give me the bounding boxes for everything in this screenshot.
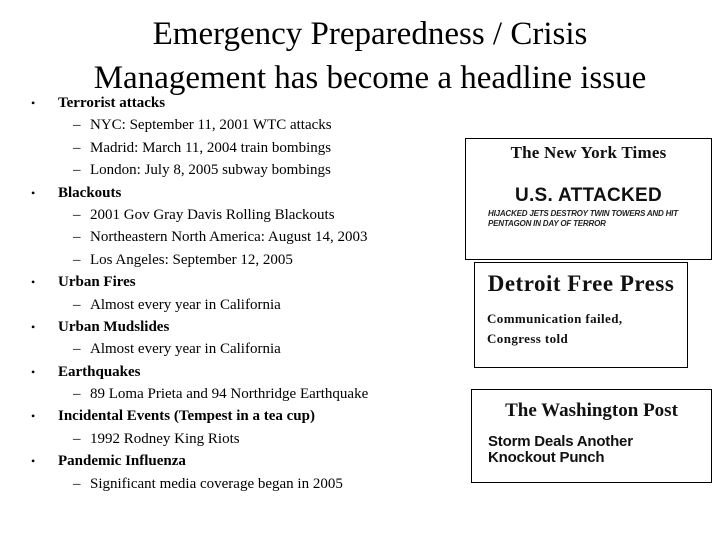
nyt-headline: U.S. ATTACKED bbox=[514, 185, 663, 206]
dash-marker: – bbox=[73, 117, 81, 134]
sub-item bbox=[25, 428, 455, 450]
bullet-marker: • bbox=[31, 185, 36, 200]
dash-marker: – bbox=[73, 475, 81, 492]
bullet-item bbox=[25, 316, 455, 338]
bullet-list bbox=[25, 92, 455, 495]
sub-item-text: Almost every year in California bbox=[90, 341, 281, 358]
washington-post-clipping bbox=[471, 389, 712, 483]
bullet-label-urban-fires: Urban Fires bbox=[58, 274, 136, 291]
sub-item-text: Almost every year in California bbox=[90, 296, 281, 313]
bullet-marker: • bbox=[31, 364, 36, 379]
bullet-label-blackouts: Blackouts bbox=[58, 184, 122, 201]
sub-item bbox=[25, 137, 455, 159]
slide-title-line-2: Management has become a headline issue bbox=[93, 60, 647, 96]
sub-item bbox=[25, 338, 455, 360]
bullet-marker: • bbox=[31, 409, 36, 424]
dash-marker: – bbox=[73, 341, 81, 358]
nyt-masthead: The New York Times bbox=[510, 143, 667, 162]
dfp-story-line-1: Communication failed, bbox=[487, 311, 623, 326]
wp-headline-line-1: Storm Deals Another bbox=[488, 433, 633, 450]
sub-item-text: 89 Loma Prieta and 94 Northridge Earthquake bbox=[90, 386, 369, 403]
slide-title-line-1: Emergency Preparedness / Crisis bbox=[152, 16, 588, 52]
dash-marker: – bbox=[73, 386, 81, 403]
sub-item bbox=[25, 226, 455, 248]
bullet-label-incidental-events: Incidental Events (Tempest in a tea cup) bbox=[58, 408, 315, 425]
sub-item-text: London: July 8, 2005 subway bombings bbox=[90, 162, 331, 179]
wp-headline bbox=[488, 434, 633, 466]
sub-item bbox=[25, 249, 455, 271]
wp-masthead: The Washington Post bbox=[505, 400, 678, 421]
slide-title bbox=[40, 12, 700, 100]
sub-item-text: Significant media coverage began in 2005 bbox=[90, 475, 343, 492]
bullet-label-earthquakes: Earthquakes bbox=[58, 363, 141, 380]
dfp-story-line-2: Congress told bbox=[487, 331, 569, 346]
wp-headline-line-2: Knockout Punch bbox=[488, 449, 605, 466]
bullet-item bbox=[25, 92, 455, 114]
sub-item bbox=[25, 383, 455, 405]
sub-item bbox=[25, 473, 455, 495]
dash-marker: – bbox=[73, 296, 81, 313]
nyt-clipping bbox=[465, 138, 712, 260]
bullet-marker: • bbox=[31, 96, 36, 110]
sub-item bbox=[25, 159, 455, 181]
dash-marker: – bbox=[73, 430, 81, 447]
sub-item-text: Los Angeles: September 12, 2005 bbox=[90, 251, 293, 268]
dfp-story bbox=[487, 309, 677, 349]
sub-item-text: 2001 Gov Gray Davis Rolling Blackouts bbox=[90, 206, 335, 223]
sub-item-text: NYC: September 11, 2001 WTC attacks bbox=[90, 117, 332, 134]
dash-marker: – bbox=[73, 139, 81, 156]
bullet-marker: • bbox=[31, 319, 36, 334]
sub-item-text: Madrid: March 11, 2004 train bombings bbox=[90, 139, 332, 156]
bullet-marker: • bbox=[31, 454, 36, 469]
sub-item bbox=[25, 114, 455, 136]
dash-marker: – bbox=[73, 162, 81, 179]
nyt-subhead: HIJACKED JETS DESTROY TWIN TOWERS AND HIT PENTAGON IN DAY OF TERROR bbox=[488, 209, 678, 228]
bullet-item bbox=[25, 271, 455, 293]
bullet-label-pandemic-influenza: Pandemic Influenza bbox=[58, 453, 186, 470]
bullet-item bbox=[25, 182, 455, 204]
detroit-free-press-clipping bbox=[474, 262, 688, 368]
bullet-label-urban-mudslides: Urban Mudslides bbox=[58, 318, 170, 335]
sub-item bbox=[25, 294, 455, 316]
dash-marker: – bbox=[73, 251, 81, 268]
bullet-marker: • bbox=[31, 275, 36, 290]
bullet-item bbox=[25, 361, 455, 383]
sub-item-text: 1992 Rodney King Riots bbox=[90, 430, 240, 447]
bullet-label-terrorist-attacks: Terrorist attacks bbox=[58, 95, 166, 111]
dash-marker: – bbox=[73, 229, 81, 246]
dash-marker: – bbox=[73, 206, 81, 223]
bullet-item bbox=[25, 405, 455, 427]
sub-item bbox=[25, 204, 455, 226]
bullet-item bbox=[25, 450, 455, 472]
dfp-masthead: Detroit Free Press bbox=[487, 271, 675, 296]
sub-item-text: Northeastern North America: August 14, 2003 bbox=[90, 229, 368, 246]
